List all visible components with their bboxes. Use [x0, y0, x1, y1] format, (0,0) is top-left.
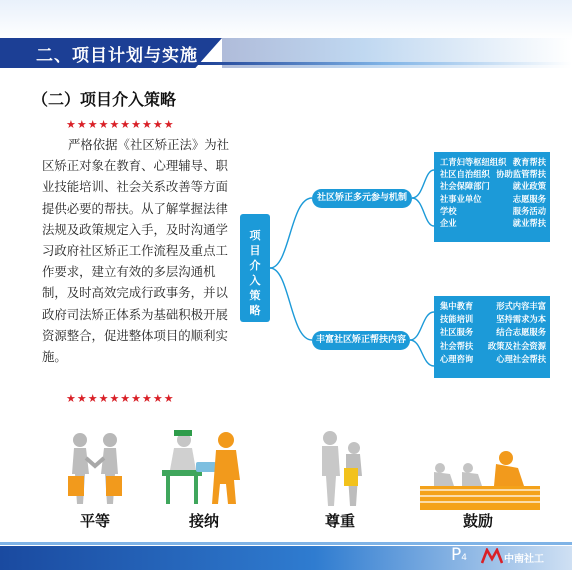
- panel-row: 集中教育 形式内容丰富: [440, 301, 546, 311]
- paragraph-line: 提供必要的帮扶。从了解掌握法律: [42, 200, 228, 216]
- paragraph-line: 业技能培训、社会关系改善等方面: [42, 179, 228, 195]
- panel-row: 技能培训 坚持需求为本: [440, 314, 546, 325]
- paragraph-line: 习政府社区矫正工作流程及重点工: [42, 243, 228, 259]
- handshake-icon: [60, 428, 130, 510]
- center-char: 目: [249, 244, 261, 257]
- paragraph-line: 作要求，建立有效的多层沟通机: [42, 264, 216, 280]
- org-logo-icon: [481, 548, 503, 564]
- center-char: 策: [249, 289, 261, 302]
- section-title: 二、项目计划与实施: [36, 46, 198, 66]
- center-char: 介: [249, 259, 261, 272]
- value-label-respect: 尊重: [324, 512, 355, 530]
- race-start-icon: [420, 428, 540, 510]
- paragraph-line: 法规及政策规定入手，及时沟通学: [42, 221, 228, 237]
- panel-row: 社事业单位 志愿服务: [440, 193, 546, 204]
- star-divider-top: ★★★★★★★★★★: [66, 118, 175, 131]
- value-label-acceptance: 接纳: [188, 512, 219, 530]
- panel-row: 社区服务 结合志愿服务: [440, 327, 546, 338]
- org-name: 中南社工: [504, 554, 544, 565]
- center-char: 入: [249, 274, 261, 287]
- star-divider-bottom: ★★★★★★★★★★: [66, 392, 175, 405]
- participation-panel: [434, 152, 550, 242]
- paragraph-line: 区矫正对象在教育、心理辅导、职: [42, 158, 228, 174]
- strategy-center-box: [240, 214, 270, 322]
- panel-row: 社会帮扶 政策及社会资源: [440, 340, 546, 351]
- panel-row: 心理咨询 心理社会帮扶: [440, 353, 546, 364]
- panel-row: 企业 就业帮扶: [440, 217, 546, 228]
- value-label-equality: 平等: [79, 512, 110, 530]
- subsection-title: （二）项目介入策略: [32, 90, 177, 109]
- center-char: 项: [249, 229, 261, 242]
- center-char: 略: [249, 304, 261, 317]
- paragraph-line: 政府司法矫正体系为基础积极开展: [42, 306, 228, 322]
- page-number: P4: [451, 545, 467, 565]
- branch-support-content: 丰富社区矫正帮扶内容: [312, 331, 410, 350]
- bowing-figures-icon: [312, 428, 372, 510]
- paragraph-line: 施。: [42, 349, 67, 365]
- doctor-visit-icon: [160, 428, 250, 510]
- branch-participation-mechanism: 社区矫正多元参与机制: [312, 189, 412, 208]
- panel-row: 社会保障部门 就业政策: [440, 181, 546, 192]
- paragraph-line: 严格依据《社区矫正法》为社: [68, 137, 230, 152]
- panel-row: 社区自治组织 协助监管帮扶: [440, 169, 546, 180]
- support-content-panel: [434, 296, 550, 378]
- footer-stripe: [0, 542, 572, 545]
- paragraph-line: 资源整合，促进整体项目的顺利实: [42, 327, 228, 343]
- panel-row: 学校 服务活动: [440, 205, 546, 216]
- paragraph-line: 制，及时高效完成行政事务，并以: [42, 285, 228, 301]
- panel-row: 工青妇等枢纽组织 教育帮扶: [440, 157, 546, 167]
- value-label-encouragement: 鼓励: [462, 512, 493, 530]
